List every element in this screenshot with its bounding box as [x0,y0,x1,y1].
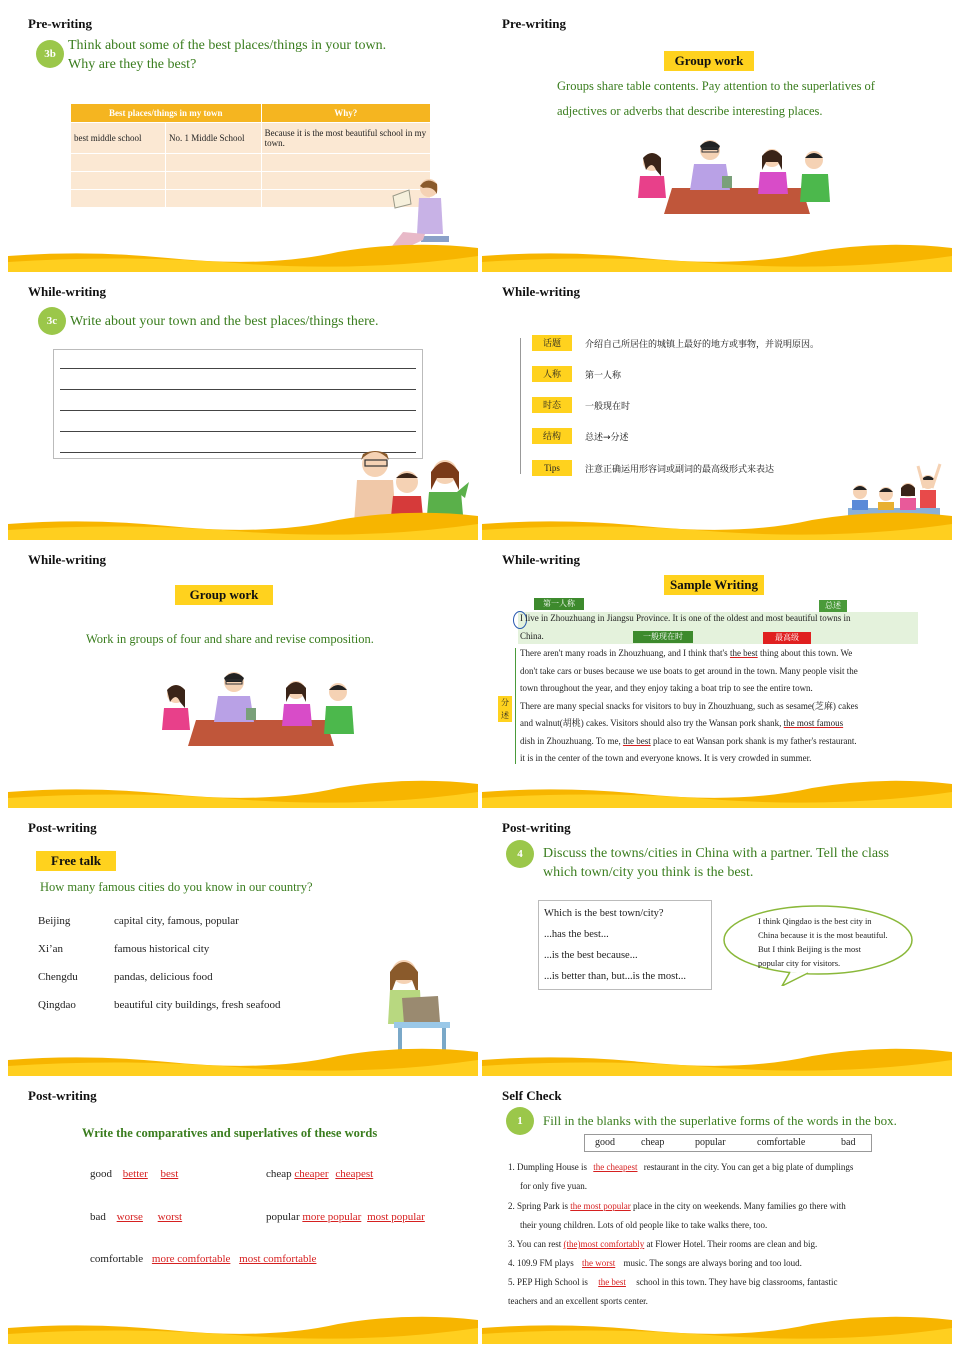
sentence-patterns-box [538,900,712,990]
comparative-answer: better [122,1168,148,1180]
sample-line-7: and walnut(胡桃) cakes. Visitors should also try the Wansan pork shank, the most famous [520,718,844,728]
superlative-answer: best [160,1168,179,1180]
answer: the worst [582,1258,616,1268]
slide-title: Post-writing [28,820,97,835]
comparative-answer: cheaper [294,1168,329,1180]
slide-post-writing-comparatives [8,1078,478,1344]
speech-bubble-line: I think Qingdao is the best city in [758,916,872,926]
sample-line-4: don't take cars or buses because we use boats to get around in the town. Many people visit the [520,665,858,676]
answer: the most popular [570,1201,631,1211]
slide-while-writing-3c [8,274,478,540]
writing-line [60,389,416,390]
slide-self-check [482,1078,952,1344]
outline-text-person: 第一人称 [585,371,622,381]
prompt-line-1: Discuss the towns/cities in China with a partner. Tell the class [543,846,889,861]
table-header-why: Why? [261,104,430,123]
outline-tag-tense: 时态 [532,397,572,413]
question-5-line-2: teachers and an excellent sports center. [508,1296,648,1306]
city-desc: capital city, famous, popular [114,915,239,927]
slide-title: While-writing [28,284,106,299]
sample-line-5: town throughout the year, and they enjoy taking a boat trip to see the entire town. [520,683,813,693]
outline-text-structure: 总述→分述 [585,433,629,443]
slide-title: While-writing [502,552,580,567]
slide-pre-writing-group-work [482,6,952,272]
slide-title: Self Check [502,1088,562,1103]
speech-bubble-line: China because it is the most beautiful. [758,930,888,940]
word-box [584,1134,872,1152]
pattern-line: ...has the best... [544,929,609,940]
instruction-text: Work in groups of four and share and revise composition. [86,632,374,646]
sample-line-1: I live in Zhouzhuang in Jiangsu Province. It is one of the oldest and most beautiful towns in [520,613,851,623]
activity-badge: 3c [38,307,66,335]
slide-title: Pre-writing [28,16,93,31]
yellow-wave-decoration [8,242,478,272]
question-2-line-1: 2. Spring Park is the most popular place in the city on weekends. Many families go there with [508,1201,846,1211]
slide-pre-writing-3b [8,6,478,272]
pattern-line: Which is the best town/city? [544,908,664,919]
slide-post-writing-discuss [482,810,952,1076]
question-1-line-1: 1. Dumpling House is the cheapest restaurant in the city. You can get a big plate of dumplings [508,1162,854,1172]
outline-tag-topic: 话题 [532,335,572,351]
comparative-answer: more popular [302,1211,362,1223]
city-desc: beautiful city buildings, fresh seafood [114,999,281,1011]
box-word: good [595,1137,615,1148]
slide-while-writing-outline [482,274,952,540]
writing-prompt: Write about your town and the best places/things there. [70,314,379,329]
instruction-line-1: Groups share table contents. Pay attention to the superlatives of [557,79,875,93]
writing-line [60,431,416,432]
prompt-line-1: Think about some of the best places/things in your town. [68,38,387,53]
sample-line-6: There are many special snacks for visitors to buy in Zhouzhuang, such as sesame(芝麻) cakes [520,700,859,711]
answer: the best [598,1277,626,1287]
yellow-wave-decoration [482,1046,952,1076]
exercise-prompt: Fill in the blanks with the superlative forms of the words in the box. [543,1113,897,1128]
box-word: cheap [641,1137,665,1148]
yellow-wave-decoration [8,510,478,540]
word-popular: popular more popular most popular [266,1211,425,1223]
word-good: good better best [90,1168,179,1180]
slide-title: While-writing [28,552,106,567]
word-cheap: cheap cheaper cheapest [266,1168,374,1180]
box-word: popular [695,1137,726,1148]
slide-title: Post-writing [28,1088,97,1103]
group-work-label: Group work [175,585,273,605]
city-desc: famous historical city [114,943,210,955]
tag-detail: 分述 [498,696,512,722]
comparative-answer: more comfortable [151,1253,231,1265]
outline-text-tense: 一般现在时 [585,402,631,412]
box-word: bad [841,1137,856,1148]
prompt-line-2: which town/city you think is the best. [543,865,754,880]
yellow-wave-decoration [482,242,952,272]
outline-bracket [520,338,531,474]
comparative-answer: worse [116,1211,143,1223]
group-discussion-illustration [156,668,366,750]
tag-general-statement: 总述 [819,600,847,612]
speech-bubble-line: But I think Beijing is the most [758,944,861,954]
slide-while-writing-group-work [8,542,478,808]
superlative-answer: most comfortable [239,1253,317,1265]
group-discussion-illustration [632,136,842,218]
superlative-answer: worst [157,1211,183,1223]
yellow-wave-decoration [8,778,478,808]
slide-sample-writing [482,542,952,808]
prompt-line-2: Why are they the best? [68,57,197,72]
instruction-line-2: adjectives or adverbs that describe interesting places. [557,104,823,118]
table-cell: best middle school [71,123,166,154]
outline-tag-structure: 结构 [532,428,572,444]
yellow-wave-decoration [482,1314,952,1344]
question-3: 3. You can rest (the)most comfortably at Flower Hotel. Their rooms are clean and big. [508,1239,818,1249]
slide-title: Post-writing [502,820,571,835]
outline-text-tips: 注意正确运用形容词或副词的最高级形式来表达 [585,465,775,475]
question-2-line-2: their young children. Lots of old people like to take walks there, too. [520,1220,768,1230]
city-name: Qingdao [38,999,76,1011]
yellow-wave-decoration [8,1046,478,1076]
table-cell: No. 1 Middle School [166,123,262,154]
table-cell: Because it is the most beautiful school in my town. [261,123,430,154]
tag-present-tense: 一般现在时 [633,631,693,643]
table-header-places: Best places/things in my town [71,104,262,123]
writing-line [60,368,416,369]
outline-text-topic: 介绍自己所居住的城镇上最好的地方或事物，并说明原因。 [585,340,820,350]
sample-line-2: China. [520,630,544,641]
question-5-line-1: 5. PEP High School is the best school in this town. They have big classrooms, fantastic [508,1277,838,1287]
word-bad: bad worse worst [90,1211,183,1223]
pattern-line: ...is better than, but...is the most... [544,971,687,982]
pattern-line: ...is the best because... [544,950,638,961]
speech-bubble-line: popular city for visitors. [758,958,841,968]
activity-badge: 4 [506,840,534,868]
answer: the cheapest [593,1162,638,1172]
tag-first-person: 第一人称 [534,598,584,610]
city-name: Beijing [38,915,71,927]
writing-line [60,410,416,411]
sample-line-3: There aren't many roads in Zhouzhuang, and I think that's the best thing about this town. We [520,648,853,658]
yellow-wave-decoration [482,510,952,540]
box-word: comfortable [757,1137,806,1148]
outline-tag-tips: Tips [532,460,572,476]
yellow-wave-decoration [482,778,952,808]
city-name: Xi’an [38,943,64,955]
city-desc: pandas, delicious food [114,971,213,983]
superlative-answer: most popular [367,1211,425,1223]
slide-title: While-writing [502,284,580,299]
outline-tag-person: 人称 [532,366,572,382]
tag-superlative: 最高级 [763,632,811,644]
exercise-heading: Write the comparatives and superlatives of these words [82,1126,378,1140]
city-name: Chengdu [38,971,78,983]
activity-badge: 3b [36,40,64,68]
question-1-line-2: for only five yuan. [520,1181,587,1191]
slide-post-writing-free-talk [8,810,478,1076]
sample-line-9: it is in the center of the town and everyone knows. It is very crowded in summer. [520,753,812,763]
slide-title: Pre-writing [502,16,567,31]
free-talk-label: Free talk [36,851,116,871]
yellow-wave-decoration [8,1314,478,1344]
free-talk-question: How many famous cities do you know in our country? [40,880,313,894]
question-4: 4. 109.9 FM plays the worst music. The songs are always boring and too loud. [508,1258,802,1268]
group-work-label: Group work [664,51,754,71]
table-row [71,154,431,172]
activity-badge: 1 [506,1107,534,1135]
superlative-answer: cheapest [335,1168,374,1180]
sample-line-8: dish in Zhouzhuang. To me, the best place to eat Wansan pork shank is my father's restaurant. [520,735,857,746]
word-comfortable: comfortable more comfortable most comfortable [90,1253,317,1265]
sample-writing-label: Sample Writing [664,575,764,595]
table-row [71,123,431,154]
answer: (the)most comfortably [563,1239,645,1249]
